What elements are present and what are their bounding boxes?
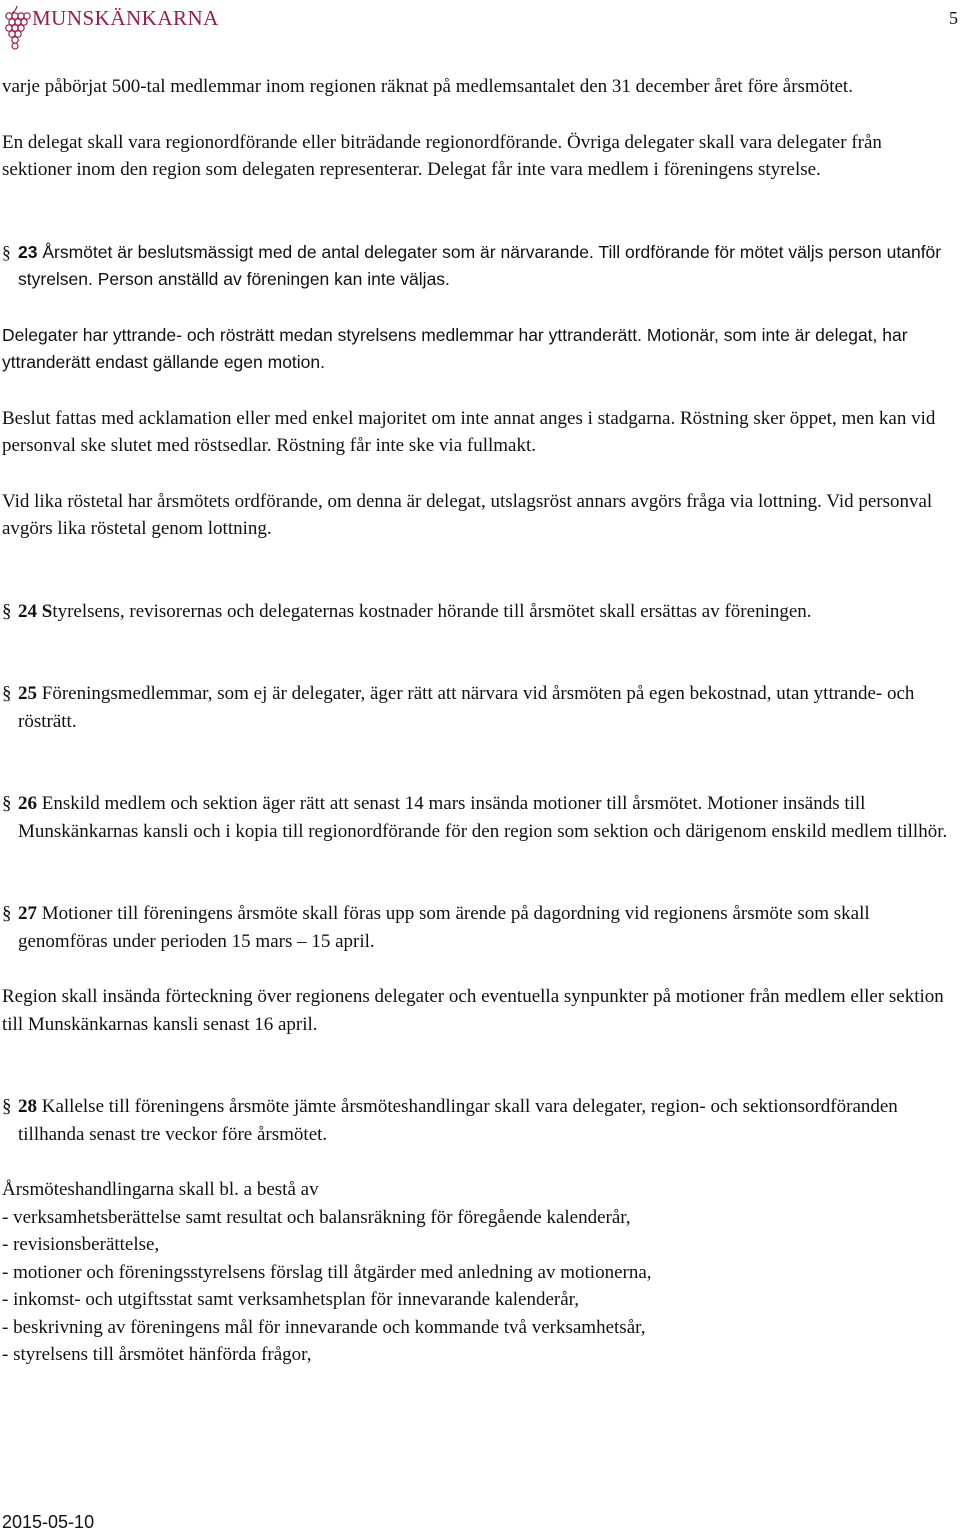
section-number: 25	[18, 683, 37, 704]
section-symbol: §	[2, 600, 12, 622]
section-number: 28	[18, 1096, 37, 1117]
footer-date: 2015-05-10	[2, 1512, 95, 1532]
paragraph-yttranderatt: Delegater har yttrande- och rösträtt medan styrelsens medlemmar har yttranderätt. Motionär, som inte är delegat, har yttranderätt endast gällande egen motion.	[2, 324, 908, 372]
section-symbol: §	[2, 683, 12, 704]
list-item: - revisionsberättelse,	[2, 1234, 160, 1255]
paragraph-continuation: varje påbörjat 500-tal medlemmar inom regionen räknat på medlemsantalet den 31 december året före årsmötet.	[2, 76, 853, 97]
section-symbol: §	[2, 793, 12, 814]
paragraph-beslut: Beslut fattas med acklamation eller med enkel majoritet om inte annat anges i stadgarna. Röstning sker öppet, men kan vid personval ske slutet med röstsedlar. Röstning får inte ske via fullmakt.	[2, 407, 936, 456]
list-item: - beskrivning av föreningens mål för innevarande och kommande två verksamhetsår,	[2, 1316, 646, 1338]
section-symbol: §	[2, 241, 11, 262]
section-text: Motioner till föreningens årsmöte skall föras upp som ärende på dagordning vid regionens årsmöte som skall genomföras under perioden 15 mars – 15 april.	[18, 903, 870, 952]
list-intro: Årsmöteshandlingarna skall bl. a bestå av	[2, 1179, 319, 1200]
section-number: 26	[18, 793, 37, 814]
list-item: - motioner och föreningsstyrelsens förslag till åtgärder med anledning av motionerna,	[2, 1261, 652, 1283]
page-header	[0, 0, 960, 60]
logo-text: MUNSKÄNKARNA	[32, 6, 219, 30]
section-27	[2, 900, 952, 955]
section-23	[2, 239, 952, 294]
munskankarna-logo	[2, 2, 219, 58]
section-24	[2, 598, 952, 626]
section-symbol: §	[2, 1096, 12, 1117]
section-26	[2, 790, 952, 845]
section-number: 24 S	[18, 600, 53, 622]
section-number: 27	[18, 903, 37, 924]
paragraph-delegat: En delegat skall vara regionordförande eller biträdande regionordförande. Övriga delegater skall vara delegater från sektioner inom den region som delegaten representerar. Delegat får inte vara medlem i föreningens styrelse.	[2, 131, 882, 180]
document-body	[2, 73, 952, 1369]
list-item: - inkomst- och utgiftsstat samt verksamhetsplan för innevarande kalenderår,	[2, 1289, 579, 1310]
section-symbol: §	[2, 903, 12, 924]
paragraph-region-forteckning: Region skall insända förteckning över regionens delegater och eventuella synpunkter på motioner från medlem eller sektion till Munskänkarnas kansli senast 16 april.	[2, 986, 944, 1035]
section-text: Enskild medlem och sektion äger rätt att senast 14 mars insända motioner till årsmötet. Motioner insänds till Munskänkarnas kansli och i kopia till regionordförande för den region som sektion och därigenom enskild medlem tillhör.	[18, 793, 948, 842]
section-number: 23	[18, 241, 38, 262]
section-text: Årsmötet är beslutsmässigt med de antal delegater som är närvarande. Till ordförande för mötet väljs person utanför styrelsen. Person anställd av föreningen kan inte väljas.	[18, 241, 942, 289]
list-item: - styrelsens till årsmötet hänförda frågor,	[2, 1344, 312, 1365]
grape-cluster-icon	[2, 2, 32, 58]
section-25	[2, 680, 952, 735]
section-text: tyrelsens, revisorernas och delegaternas kostnader hörande till årsmötet skall ersättas av föreningen.	[52, 600, 812, 622]
handlingar-list	[2, 1204, 952, 1369]
list-item: - verksamhetsberättelse samt resultat och balansräkning för föregående kalenderår,	[2, 1206, 631, 1228]
section-28	[2, 1093, 952, 1148]
page-number: 5	[949, 8, 958, 28]
paragraph-lika-rostetal: Vid lika röstetal har årsmötets ordförande, om denna är delegat, utslagsröst annars avgörs fråga via lottning. Vid personval avgörs lika röstetal genom lottning.	[2, 490, 933, 539]
section-text: Föreningsmedlemmar, som ej är delegater, äger rätt att närvara vid årsmöten på egen bekostnad, utan yttrande- och rösträtt.	[18, 683, 915, 732]
section-text: Kallelse till föreningens årsmöte jämte årsmöteshandlingar skall vara delegater, region- och sektionsordföranden tillhanda senast tre veckor före årsmötet.	[18, 1096, 898, 1145]
